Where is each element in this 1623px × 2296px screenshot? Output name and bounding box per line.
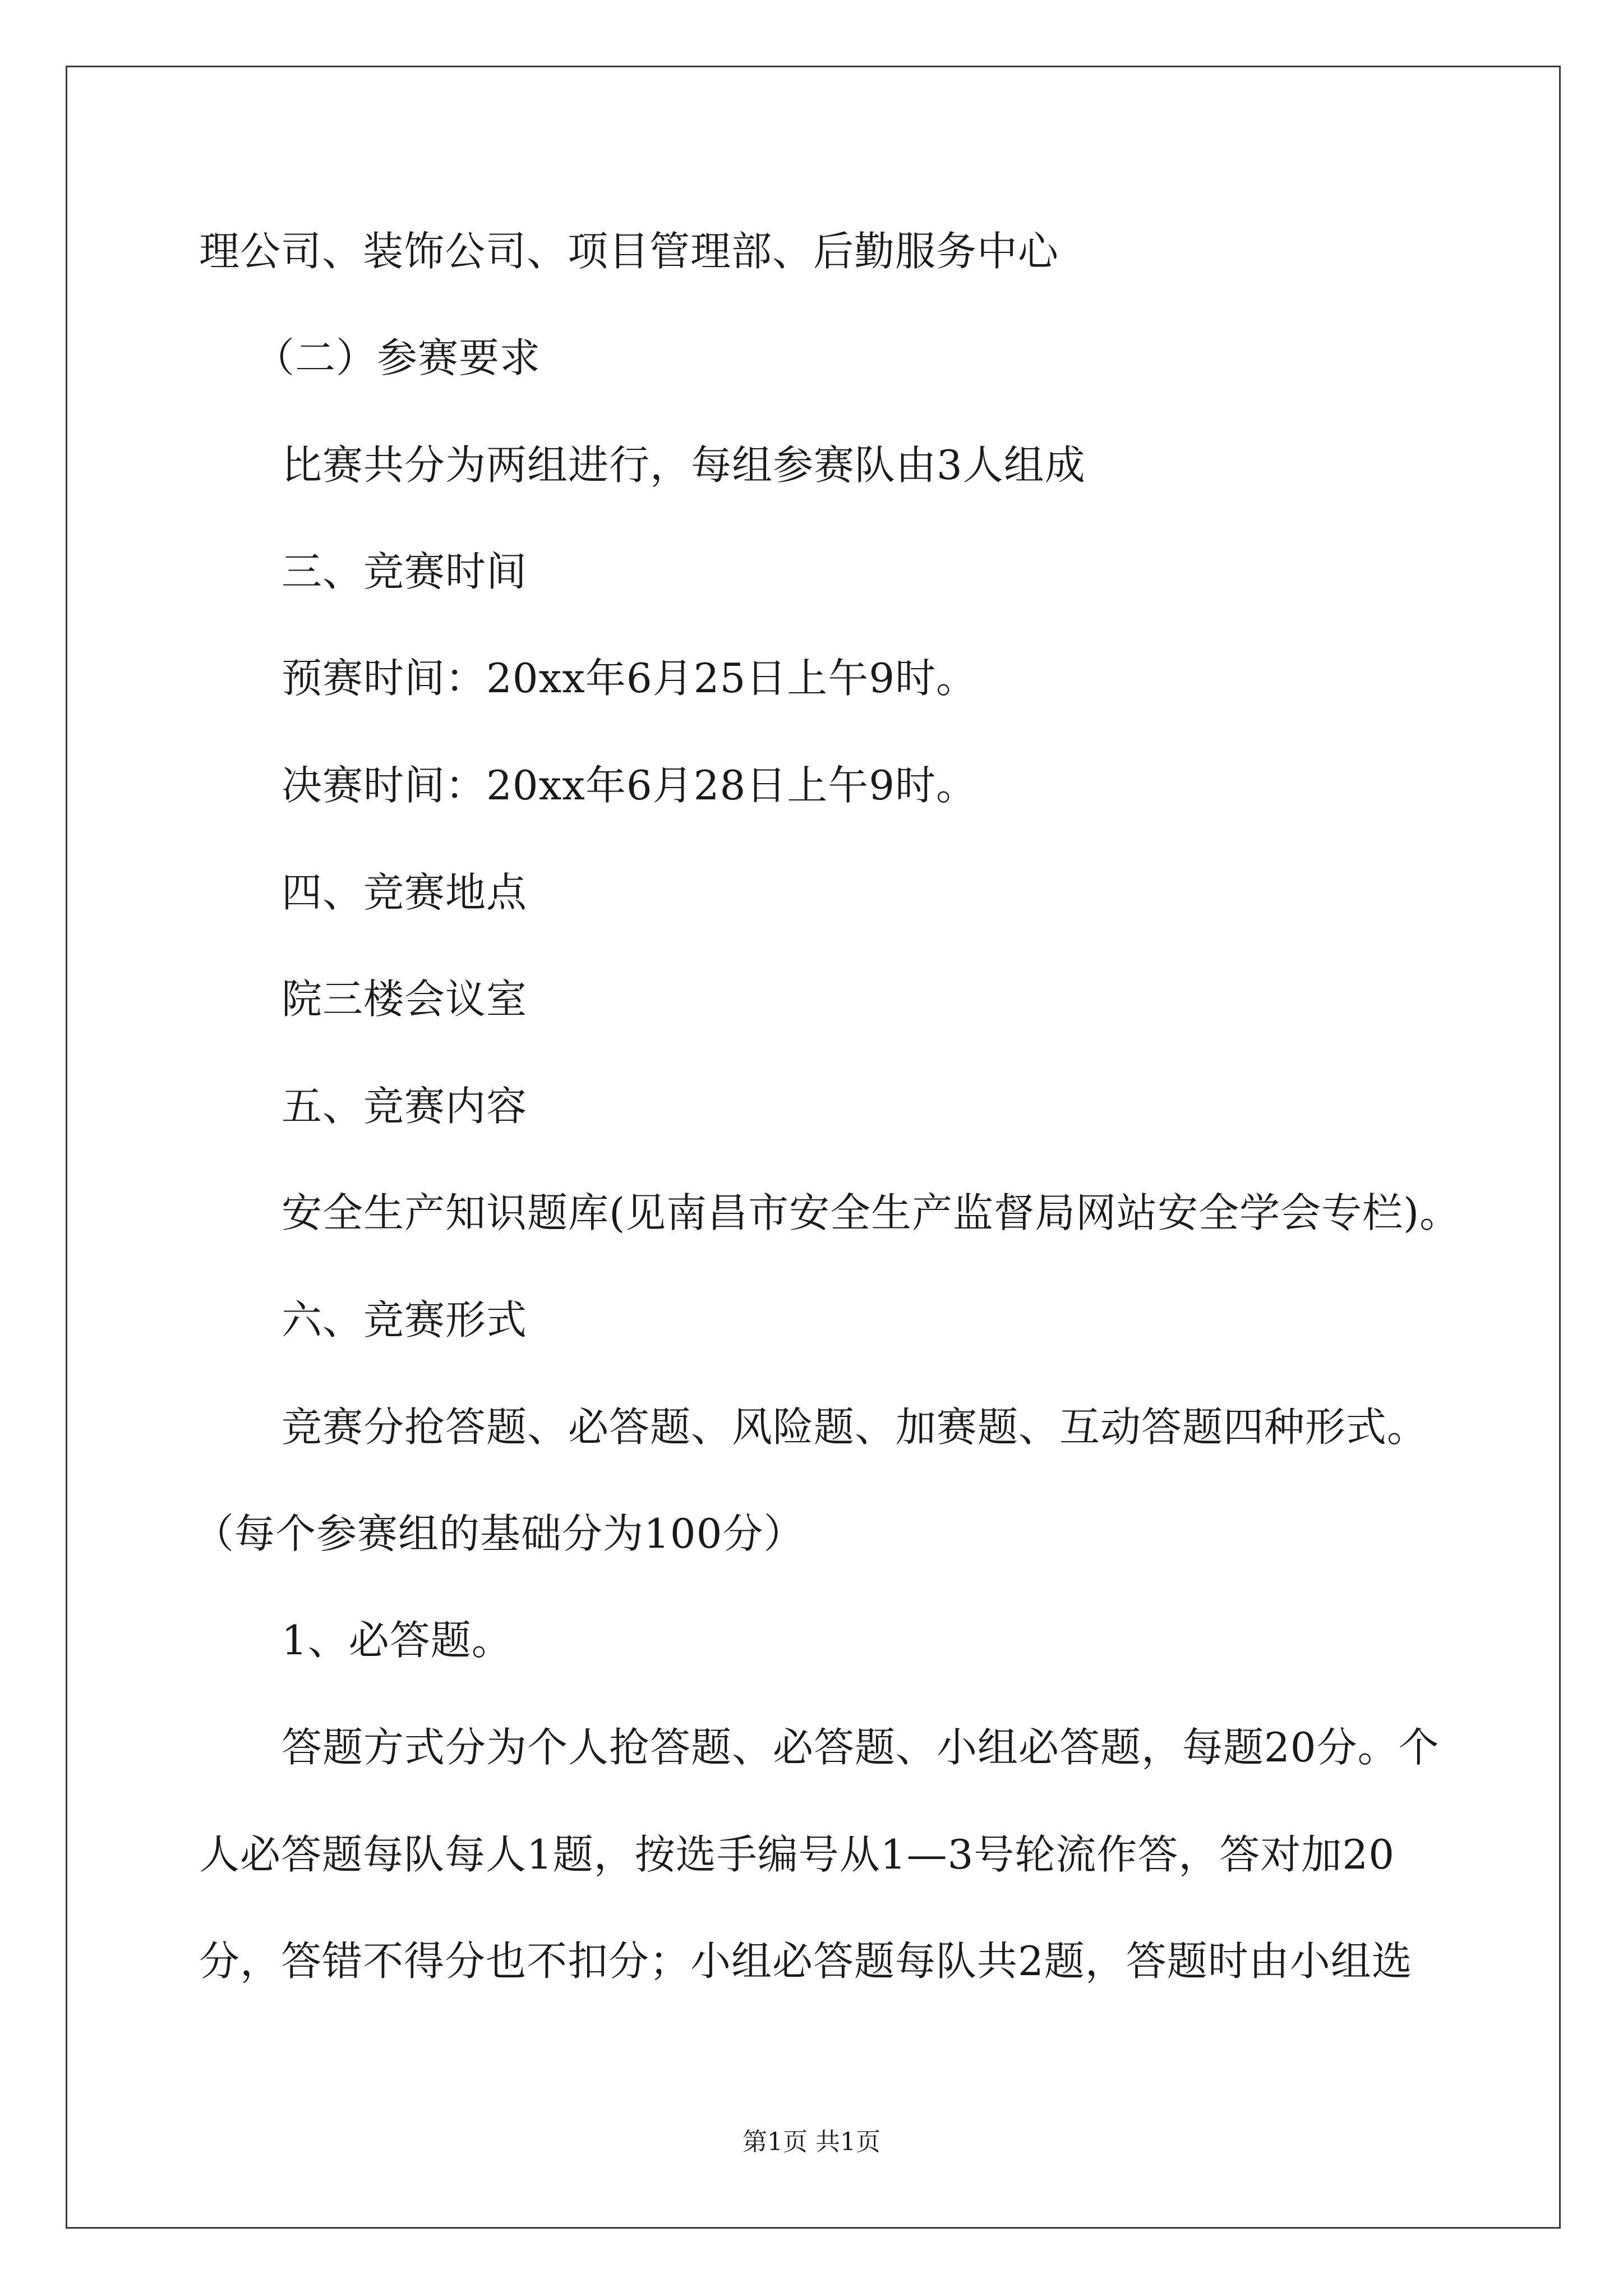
- text-line: （每个参赛组的基础分为100分）: [193, 1510, 805, 1557]
- text-line: 理公司、装饰公司、项目管理部、后勤服务中心: [199, 228, 1059, 275]
- section-heading: 四、竞赛地点: [282, 869, 528, 916]
- text-line: 分，答错不得分也不扣分；小组必答题每队共2题，答题时由小组选: [199, 1938, 1413, 1985]
- page-border: [66, 66, 1561, 2229]
- section-heading: 三、竞赛时间: [282, 548, 528, 595]
- subsection-heading: 1、必答题。: [282, 1617, 513, 1664]
- section-heading: 五、竞赛内容: [282, 1083, 528, 1130]
- text-line: 答题方式分为个人抢答题、必答题、小组必答题，每题20分。个: [282, 1724, 1440, 1771]
- page-number-footer: 第1页 共1页: [743, 2128, 880, 2156]
- text-line: （二）参赛要求: [254, 334, 541, 381]
- text-line: 预赛时间：20xx年6月25日上午9时。: [282, 655, 978, 702]
- section-heading: 六、竞赛形式: [282, 1296, 528, 1343]
- text-line: 比赛共分为两组进行，每组参赛队由3人组成: [282, 441, 1086, 489]
- text-line: 人必答题每队每人1题，按选手编号从1—3号轮流作答，答对加20: [199, 1831, 1395, 1878]
- text-line: 院三楼会议室: [282, 976, 528, 1023]
- text-line: 安全生产知识题库(见南昌市安全生产监督局网站安全学会专栏)。: [282, 1189, 1461, 1236]
- text-line: 决赛时间：20xx年6月28日上午9时。: [282, 762, 978, 809]
- text-line: 竞赛分抢答题、必答题、风险题、加赛题、互动答题四种形式。: [282, 1404, 1428, 1451]
